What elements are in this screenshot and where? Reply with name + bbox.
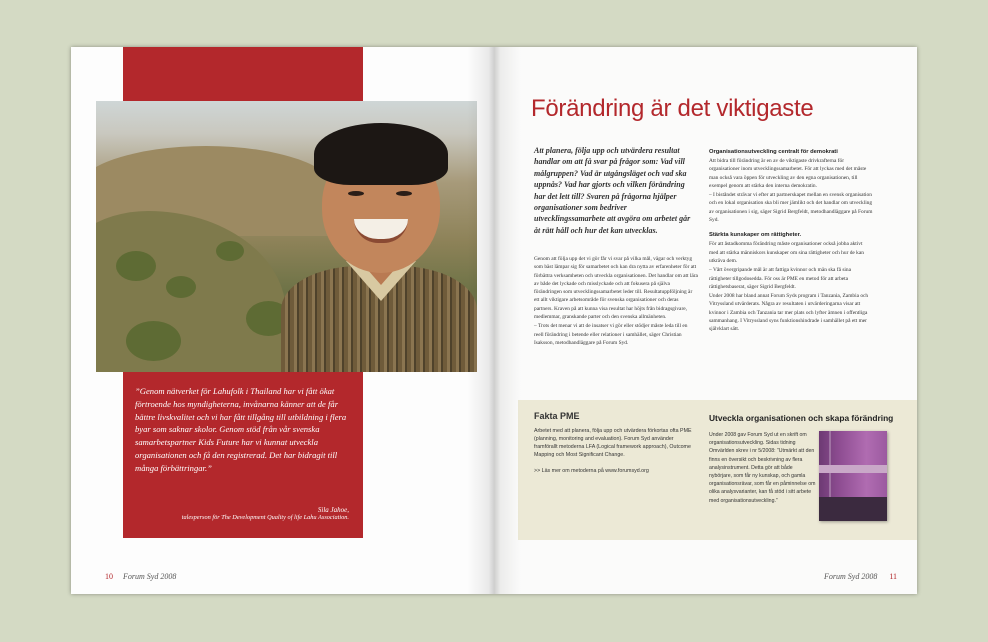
quote-author-role: talesperson för The Development Quality of life Lahu Association. xyxy=(181,514,349,521)
right-folio xyxy=(824,572,897,581)
quote-attribution xyxy=(135,506,349,522)
person-eye xyxy=(348,191,364,196)
body-column-1 xyxy=(534,255,698,348)
photo-tree xyxy=(126,321,181,361)
photo-tree xyxy=(116,251,156,281)
body-paragraph: – Vårt övergripande mål är att fattiga kvinnor och män ska få sina rättigheter tillgodosedda. För oss är PME en metod för att arbeta rättighetsbaserat, säger Sigrid Bergfeldt. xyxy=(709,267,852,290)
person-hair xyxy=(314,123,448,185)
cover-title-bar xyxy=(819,465,887,473)
body-column-2 xyxy=(709,148,873,335)
article-headline: Förändring är det viktigaste xyxy=(531,95,814,122)
red-block-top xyxy=(123,47,363,101)
footer-label-left: Forum Syd 2008 xyxy=(123,572,177,581)
body-paragraph: Genom att följa upp det vi gör får vi svar på vilka mål, vägar och verktyg som bäst lämpar sig för samarbetet och kan dra nytta av erfarenheter för att förbättra verksamheten och utveckla organisationen. Det handlar om att lära av både det lyckade och misslyckade och att fokusera på själva förändringen som utvecklingssamarbetet leder till. Resultatuppföljning är ett allt viktigare arbetsområde för svenska organisationer och deras partners. Kraven på att kunna visa resultat har höjts från bidragsgivare, medlemmar, granskande parter och den svenska allmänheten. xyxy=(534,256,698,321)
photo-tree xyxy=(216,241,244,261)
footer-label-right: Forum Syd 2008 xyxy=(824,572,878,581)
section-subhead: Stärkta kunskaper om rättigheter. xyxy=(709,232,802,239)
pull-quote: ”Genom nätverket för Lahufolk i Thailand har vi fått ökat förtroende hos myndigheterna, invånarna känner att de får bättre livskvalitet och vi har fått tillgång till utbildning i flera byar som saknar skolor. Genom stöd från vår svenska samarbetspartner Kids Future har vi kunnat utveckla organisationen och få den registrerad. Det har bidragit till många förbättringar.” xyxy=(135,386,347,473)
page-number-right: 11 xyxy=(889,572,898,581)
utveckla-title: Utveckla organisationen och skapa förändring xyxy=(709,413,894,423)
magazine-spread xyxy=(71,47,917,594)
person-eye xyxy=(396,191,412,196)
left-page xyxy=(71,47,494,594)
body-paragraph: För att åstadkomma förändring måste organisationer också jobba aktivt med att stärka människors kunskaper om sina rättigheter och hur de kan utkräva dem. xyxy=(709,241,864,264)
article-lead: Att planera, följa upp och utvärdera resultat handlar om att få svar på frågor som: Vad vill målgruppen? Vad är utgångsläget och vad ska uppnås? Vad har gjorts och vilken förändring har det lett till? Svaren på frågorna hjälper organisationer som bedriver utvecklingssamarbete att avgöra om arbetet går åt rätt håll och hur det kan utvecklas. xyxy=(534,146,691,235)
utveckla-text: Under 2008 gav Forum Syd ut en skrift om organisationsutveckling. Sidas tidning Omvärlden skrev i nr 5/2008: ”Utmärkt att den finns en översikt och beskrivning av flera analysinstrument. Detta gör att både nybörjare, som får ny kunskap, och gamla organisationsrävar, som får en påminnelse om olika analysvarianter, kan få stöd i sitt arbete med organisationsutveckling.” xyxy=(709,432,816,504)
body-paragraph: – I biståndet strävar vi efter att partnerskapet mellan en svensk organisation och en lokal organisation ska bli mer jämlikt och det handlar om utveckling av organisationen i sig, säger Sigrid Bergfeldt, metodhandläggare på Forum Syd. xyxy=(709,192,873,224)
body-paragraph: Att bidra till förändring är en av de viktigaste drivkrafterna för organisationer inom utvecklingssamarbetet. För att lyckas med det måste man också vara öppen för utveckling av den egna organisationen, till exempel genom att stärka den interna demokratin. xyxy=(709,158,867,189)
section-subhead: Organisationsutveckling centralt för demokrati xyxy=(709,149,838,155)
body-paragraph: – Trots det menar vi att de insatser vi gör eller stödjer måste leda till en reell förändring i betende eller relationer i samhället, säger Christian Isaksson, metodhandläggare på Forum Syd. xyxy=(534,323,688,346)
read-more-link[interactable]: >> Läs mer om metoderna på www.forumsyd.org xyxy=(534,468,649,474)
cover-footer xyxy=(819,497,887,521)
fakta-text: Arbetet med att planera, följa upp och utvärdera förkortas ofta PME (planning, monitoring and evaluation). Forum Syd använder framförallt metoderna LFA (Logical framework approach), Outcome Mapping och Most Significant Change. xyxy=(534,428,692,458)
portrait-photo xyxy=(96,101,477,372)
left-folio xyxy=(105,572,176,581)
page-number-left: 10 xyxy=(105,572,113,581)
photo-tree xyxy=(166,276,196,298)
fakta-title: Fakta PME xyxy=(534,411,580,421)
body-paragraph: Under 2008 har bland annat Forum Syds program i Tanzania, Zambia och Vitryssland utvärderats. Några av resultaten i utvärderingarna visar att kvinnor i Zambia och Tanzania tar mer plats och lyfter ämnen i offentliga sammanhang. I Vitryssland syns funktionshindrade i samhället på ett mer självklart sätt. xyxy=(709,293,869,333)
quote-author-name: Sila Jahoe, xyxy=(317,506,349,514)
book-cover-image xyxy=(819,431,887,521)
